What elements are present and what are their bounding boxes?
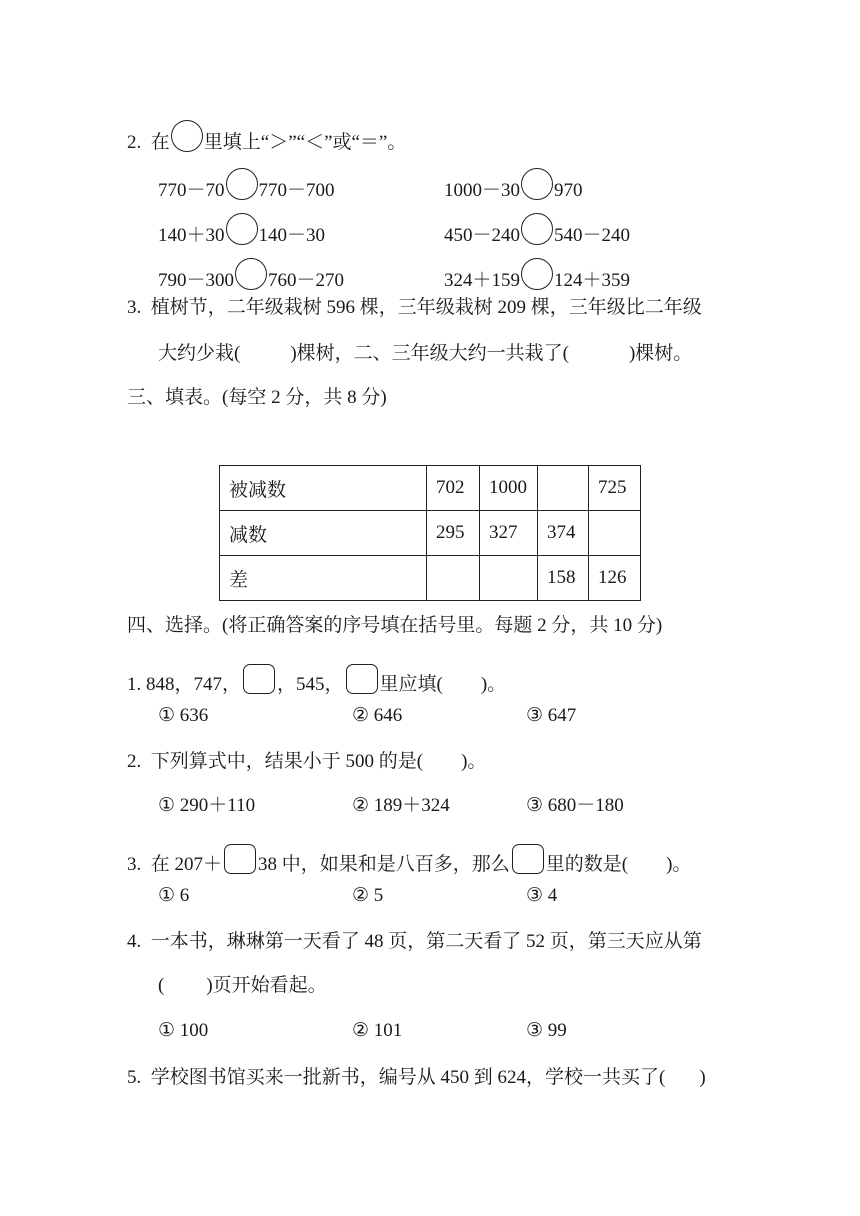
q3-number: 3. — [127, 297, 142, 318]
table-cell: 126 — [589, 556, 641, 601]
c1-option-3[interactable]: ③ 647 — [526, 705, 577, 726]
q2-row-1-left — [158, 168, 335, 203]
c2-prompt — [127, 750, 486, 774]
c2-option-1[interactable]: ① 290＋110 — [158, 795, 256, 816]
c1-text: 里应填( — [379, 674, 443, 695]
answer-circle[interactable] — [521, 258, 553, 290]
c1-text: ，545， — [277, 674, 344, 695]
table-cell[interactable] — [538, 466, 589, 511]
answer-box[interactable] — [243, 664, 275, 694]
q2-row-3-right — [444, 258, 630, 293]
c4-option-3[interactable]: ③ 99 — [526, 1020, 567, 1041]
c5-number: 5. — [127, 1067, 142, 1088]
c3-text: 在 207＋ — [150, 854, 223, 875]
c2-text: )。 — [461, 751, 487, 772]
c4-number: 4. — [127, 931, 142, 952]
row-label: 减数 — [220, 511, 427, 556]
q2-text-before: 在 — [150, 132, 170, 153]
answer-circle[interactable] — [521, 168, 553, 200]
expression: 450－240 — [444, 225, 521, 246]
table-row — [220, 466, 641, 511]
expression: 1000－30 — [444, 180, 521, 201]
c3-text: 38 中，如果和是八百多，那么 — [258, 854, 510, 875]
c4-line-2 — [158, 974, 327, 998]
c4-line-1 — [127, 930, 702, 954]
table-cell: 295 — [427, 511, 480, 556]
q2-number: 2. — [127, 132, 142, 153]
c5-prompt — [127, 1066, 706, 1090]
expression: 760－270 — [268, 270, 345, 291]
c2-number: 2. — [127, 751, 142, 772]
q2-row-2-right — [444, 213, 630, 248]
answer-circle[interactable] — [521, 213, 553, 245]
expression: 790－300 — [158, 270, 235, 291]
row-label: 差 — [220, 556, 427, 601]
c4-text: 一本书，琳琳第一天看了 48 页，第二天看了 52 页，第三天应从第 — [150, 931, 702, 952]
table-row — [220, 511, 641, 556]
expression: 124＋359 — [554, 270, 631, 291]
section-3-title: 三、填表。(每空 2 分，共 8 分) — [127, 387, 387, 408]
c5-text: 学校图书馆买来一批新书，编号从 450 到 624，学校一共买了( — [150, 1067, 666, 1088]
answer-box — [512, 844, 544, 874]
c2-option-2[interactable]: ② 189＋324 — [352, 795, 450, 816]
table-cell[interactable] — [480, 556, 538, 601]
c1-option-2[interactable]: ② 646 — [352, 705, 403, 726]
q2-row-1-right — [444, 168, 583, 203]
c4-option-2[interactable]: ② 101 — [352, 1020, 403, 1041]
q2-row-3-left — [158, 258, 344, 293]
answer-box[interactable] — [224, 844, 256, 874]
expression: 970 — [554, 180, 583, 201]
c4-text: )页开始看起。 — [206, 975, 327, 996]
c4-text: ( — [158, 975, 165, 996]
table-row — [220, 556, 641, 601]
answer-circle[interactable] — [226, 213, 258, 245]
table-cell[interactable] — [589, 511, 641, 556]
answer-circle[interactable] — [226, 168, 258, 200]
section-4-title: 四、选择。(将正确答案的序号填在括号里。每题 2 分，共 10 分) — [127, 615, 663, 636]
c3-text: )。 — [666, 854, 692, 875]
table-cell: 725 — [589, 466, 641, 511]
q2-row-2-left — [158, 213, 325, 248]
c4-option-1[interactable]: ① 100 — [158, 1020, 209, 1041]
expression: 770－700 — [258, 180, 335, 201]
table-cell: 1000 — [480, 466, 538, 511]
table-cell: 374 — [538, 511, 589, 556]
q2-prompt — [127, 120, 406, 155]
fill-table — [219, 465, 641, 601]
blank-circle — [171, 120, 203, 152]
q3-text: )棵树。 — [628, 343, 693, 364]
q3-text: 大约少栽( — [158, 343, 241, 364]
c3-option-2[interactable]: ② 5 — [352, 885, 384, 906]
expression: 540－240 — [554, 225, 631, 246]
table-cell: 327 — [480, 511, 538, 556]
q3-line-2 — [158, 342, 692, 366]
c1-text: )。 — [480, 674, 507, 695]
c3-option-3[interactable]: ③ 4 — [526, 885, 558, 906]
c2-option-3[interactable]: ③ 680－180 — [526, 795, 624, 816]
c3-prompt — [127, 844, 691, 877]
c1-option-1[interactable]: ① 636 — [158, 705, 209, 726]
expression: 140－30 — [258, 225, 326, 246]
table-cell[interactable] — [427, 556, 480, 601]
table-cell: 702 — [427, 466, 480, 511]
answer-box — [346, 664, 378, 694]
c1-prompt — [127, 664, 506, 697]
c5-text: ) — [699, 1067, 706, 1088]
c3-option-1[interactable]: ① 6 — [158, 885, 190, 906]
table-cell: 158 — [538, 556, 589, 601]
c1-text: 1. 848，747， — [127, 674, 242, 695]
answer-circle[interactable] — [235, 258, 267, 290]
c3-text: 里的数是( — [545, 854, 629, 875]
c3-number: 3. — [127, 854, 142, 875]
expression: 770－70 — [158, 180, 225, 201]
q3-text: 植树节，二年级栽树 596 棵，三年级栽树 209 棵，三年级比二年级 — [150, 297, 702, 318]
q3-line-1 — [127, 296, 702, 320]
expression: 140＋30 — [158, 225, 225, 246]
c2-text: 下列算式中，结果小于 500 的是( — [150, 751, 424, 772]
q2-text-after: 里填上“＞”“＜”或“＝”。 — [203, 132, 407, 153]
q3-text: )棵树，二、三年级大约一共栽了( — [290, 343, 569, 364]
row-label: 被减数 — [220, 466, 427, 511]
expression: 324＋159 — [444, 270, 521, 291]
